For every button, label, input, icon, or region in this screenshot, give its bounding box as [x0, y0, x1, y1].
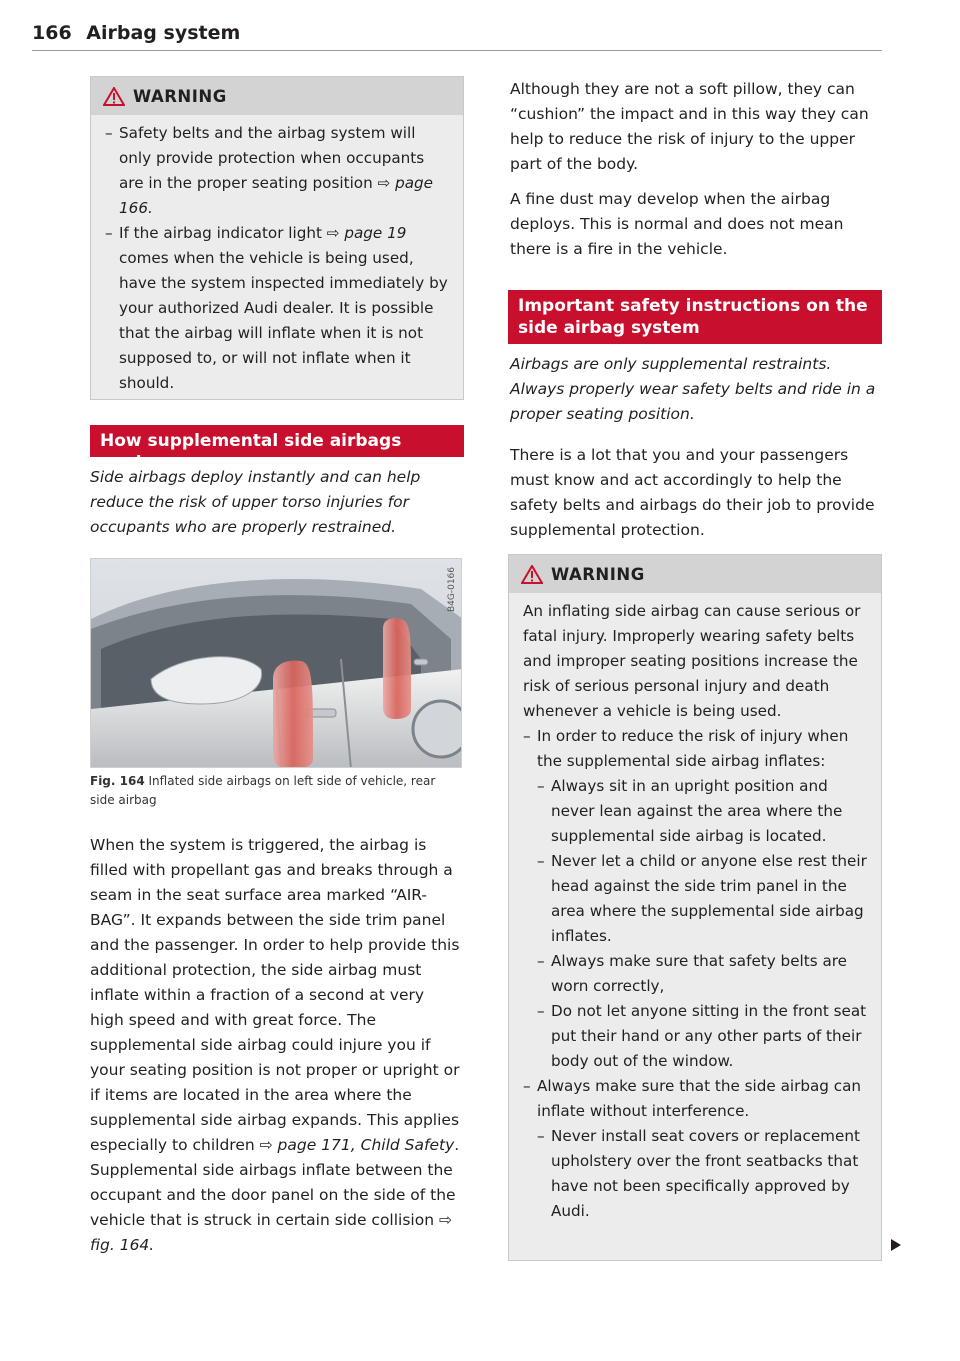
- section-heading-safety-instructions: Important safety instructions on the side airbag system: [508, 290, 882, 344]
- warning-triangle-icon: [103, 87, 125, 106]
- section-heading-side-airbags: How supplemental side airbags work: [90, 425, 464, 457]
- body-text-left: When the system is triggered, the airbag is filled with propellant gas and breaks through a seam in the seat surface area marked “AIR-BAG”. It expands between the side trim panel and the passenger. In order to help provide this additional protection, the side airbag must inflate within a fraction of a second at very high speed and with great force. The supplemental side airbag could injure you if your seating position is not proper or upright or if items are located in the area where the supplemental side airbag expands. This applies especially to children ⇨ page 171, Child Safety. Supplemental side airbags inflate between the occupant and the door panel on the side of the vehicle that is struck in certain side collision ⇨ fig. 164.: [90, 836, 460, 1254]
- figure-label: Fig. 164: [90, 774, 145, 788]
- figure-side-airbags: [90, 558, 462, 768]
- body-text-right-mid: There is a lot that you and your passengers must know and act accordingly to help the safety belts and airbags do their job to provide supplemental protection.: [510, 446, 875, 539]
- section-intro-right: Airbags are only supplemental restraints. Always properly wear safety belts and ride in a proper seating position.: [510, 355, 876, 423]
- warning-item: – If the airbag indicator light ⇨ page 19 comes when the vehicle is being used, have the system inspected immediately by your authorized Audi dealer. It is possible that the airbag will inflate when it is not supposed to, or will not inflate when it should.: [105, 221, 449, 396]
- warning-item: – Always make sure that the side airbag can inflate without interference.: [523, 1074, 867, 1124]
- page-reference[interactable]: ⇨ page 19: [326, 224, 407, 242]
- figure-caption: Fig. 164 Inflated side airbags on left side of vehicle, rear side airbag: [90, 774, 436, 807]
- warning-subitem: – Never let a child or anyone else rest their head against the side trim panel in the area where the supplemental side airbag inflates.: [523, 849, 867, 949]
- section-intro: Side airbags deploy instantly and can help reduce the risk of upper torso injuries for occupants who are properly restrained.: [90, 468, 421, 536]
- figure-code: B4G-0166: [447, 567, 457, 613]
- warning-item: – Safety belts and the airbag system will only provide protection when occupants are in the proper seating position ⇨ page 166.: [105, 121, 449, 221]
- page-reference[interactable]: ⇨ page 171, Child Safety: [259, 1136, 455, 1154]
- warning-box-2: [508, 554, 882, 1261]
- car-side-airbag-illustration: [91, 559, 462, 768]
- warning-title: WARNING: [133, 86, 227, 106]
- warning-subitem: – Never install seat covers or replacement upholstery over the front seatbacks that have not been specifically approved by Audi.: [523, 1124, 867, 1224]
- warning-box-1: [90, 76, 464, 400]
- page-reference[interactable]: ⇨ page 166.: [119, 174, 434, 217]
- figure-reference[interactable]: ⇨ fig. 164.: [90, 1211, 452, 1254]
- warning-header: [509, 555, 881, 593]
- warning-title: WARNING: [551, 564, 645, 584]
- page-title: Airbag system: [86, 22, 241, 44]
- page-number: 166: [32, 22, 72, 44]
- body-text-right-top: Although they are not a soft pillow, they can “cushion” the impact and in this way they can help to reduce the risk of injury to the upper part of the body. A fine dust may develop when the airbag deploys. This is normal and does not mean there is a fire in the vehicle.: [510, 80, 869, 258]
- warning-lead: An inflating side airbag can cause serious or fatal injury. Improperly wearing safety belts and improper seating positions increase the risk of serious personal injury and death whenever a vehicle is being used.: [523, 602, 861, 720]
- warning-subitem: – Always sit in an upright position and never lean against the area where the supplemental side airbag is located.: [523, 774, 867, 849]
- warning-subitem: – Do not let anyone sitting in the front seat put their hand or any other parts of their body out of the window.: [523, 999, 867, 1074]
- warning-item: – In order to reduce the risk of injury when the supplemental side airbag inflates:: [523, 724, 867, 774]
- warning-subitem: – Always make sure that safety belts are worn correctly,: [523, 949, 867, 999]
- continued-arrow-icon: [890, 1238, 902, 1252]
- warning-triangle-icon: [521, 565, 543, 584]
- page-header: [32, 22, 882, 44]
- warning-header: [91, 77, 463, 115]
- header-rule: [32, 50, 882, 51]
